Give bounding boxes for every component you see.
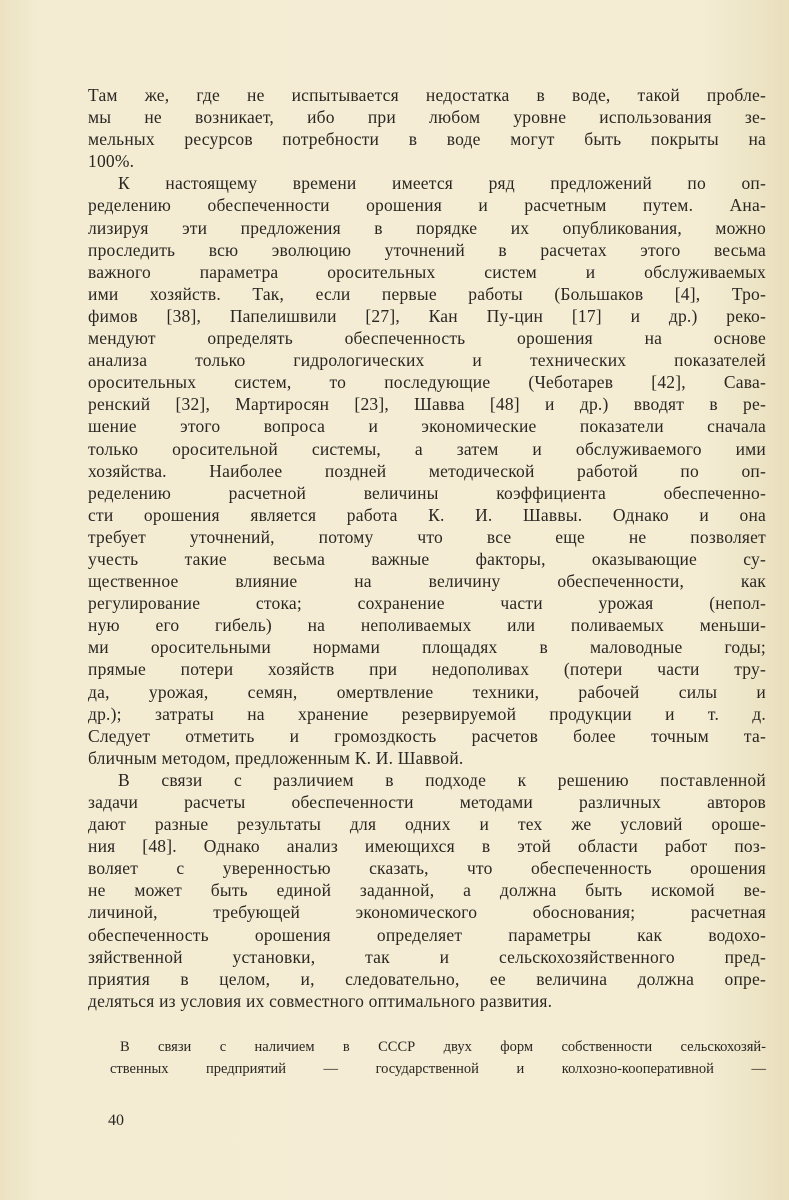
text-line: Следует отметить и громоздкость расчетов более точным та- — [88, 725, 766, 746]
text-line: только оросительной системы, а затем и обслуживаемого ими — [88, 438, 766, 459]
text-line: К настоящему времени имеется ряд предложений по оп- — [118, 173, 766, 194]
text-line: личиной, требующей экономического обоснования; расчетная — [88, 902, 766, 923]
text-line: ми оросительными нормами площадях в маловодные годы; — [88, 637, 766, 658]
text-line: В связи с различием в подходе к решению поставленной — [118, 769, 766, 790]
text-line: сти орошения является работа К. И. Шаввы. Однако и она — [88, 504, 766, 525]
text-line: задачи расчеты обеспеченности методами различных авторов — [88, 792, 766, 812]
text-line: да, урожая, семян, омертвление техники, рабочей силы и — [88, 681, 766, 702]
text-line: ределению расчетной величины коэффициента обеспеченно- — [88, 482, 766, 503]
text-line: проследить всю эволюцию уточнений в расчетах этого весьма — [88, 239, 766, 260]
text-line: оросительных систем, то последующие (Чеботарев [42], Сава- — [88, 372, 766, 393]
text-line: др.); затраты на хранение резервируемой продукции и т. д. — [88, 703, 766, 724]
text-line: ния [48]. Однако анализ имеющихся в этой области работ поз- — [88, 836, 766, 857]
text-line: прямые потери хозяйств при недополивах (потери части тру- — [88, 659, 766, 680]
text-line: хозяйства. Наиболее поздней методической работой по оп- — [88, 460, 766, 481]
text-line: требует уточнений, потому что все еще не позволяет — [88, 526, 766, 547]
body-text — [88, 84, 766, 1012]
text-line: деляться из условия их совместного оптимального развития. — [88, 990, 553, 1011]
text-line: мы не возникает, ибо при любом уровне использования зе- — [88, 107, 766, 128]
text-line: лизируя эти предложения в порядке их опубликования, можно — [88, 217, 766, 238]
page-number: 40 — [108, 1112, 124, 1129]
text-line: ренский [32], Мартиросян [23], Шавва [48] и др.) вводят в ре- — [88, 394, 766, 415]
text-line: ную его гибель) на неполиваемых или поливаемых меньши- — [88, 615, 766, 636]
text-line: ими хозяйств. Так, если первые работы (Большаков [4], Тро- — [88, 283, 766, 304]
text-line: дают разные результаты для одних и тех же условий ороше- — [88, 814, 766, 835]
footnote-line: ственных предприятий — государственной и колхозно-кооперативной — — [110, 1061, 766, 1077]
footnote — [110, 1036, 766, 1080]
text-line: учесть такие весьма важные факторы, оказывающие су- — [88, 548, 766, 569]
text-line: ределению обеспеченности орошения и расчетным путем. Ана- — [88, 195, 766, 216]
text-line: регулирование стока; сохранение части урожая (непол- — [88, 593, 766, 614]
text-line: воляет с уверенностью сказать, что обеспеченность орошения — [88, 858, 766, 879]
text-line: зяйственной установки, так и сельскохозяйственного пред- — [88, 946, 766, 967]
text-line: шение этого вопроса и экономические показатели сначала — [88, 416, 766, 437]
text-line: анализа только гидрологических и технических показателей — [88, 350, 766, 371]
text-line: щественное влияние на величину обеспеченности, как — [88, 571, 766, 592]
text-line: Там же, где не испытывается недостатка в воде, такой пробле- — [88, 85, 766, 105]
text-line: важного параметра оросительных систем и обслуживаемых — [88, 261, 766, 282]
text-line: бличным методом, предложенным К. И. Шаввой. — [88, 747, 464, 768]
text-line: не может быть единой заданной, а должна быть искомой ве- — [88, 880, 766, 901]
text-line: обеспеченность орошения определяет параметры как водохо- — [88, 924, 766, 945]
text-line: фимов [38], Папелишвили [27], Кан Пу-цин [17] и др.) реко- — [88, 305, 766, 326]
text-line: 100%. — [88, 151, 135, 172]
text-line: мендуют определять обеспеченность орошения на основе — [88, 328, 766, 349]
text-line: мельных ресурсов потребности в воде могут быть покрыты на — [88, 129, 766, 150]
text-line: приятия в целом, и, следовательно, ее величина должна опре- — [88, 968, 766, 989]
footnote-line: В связи с наличием в СССР двух форм собственности сельскохозяй- — [120, 1039, 766, 1055]
